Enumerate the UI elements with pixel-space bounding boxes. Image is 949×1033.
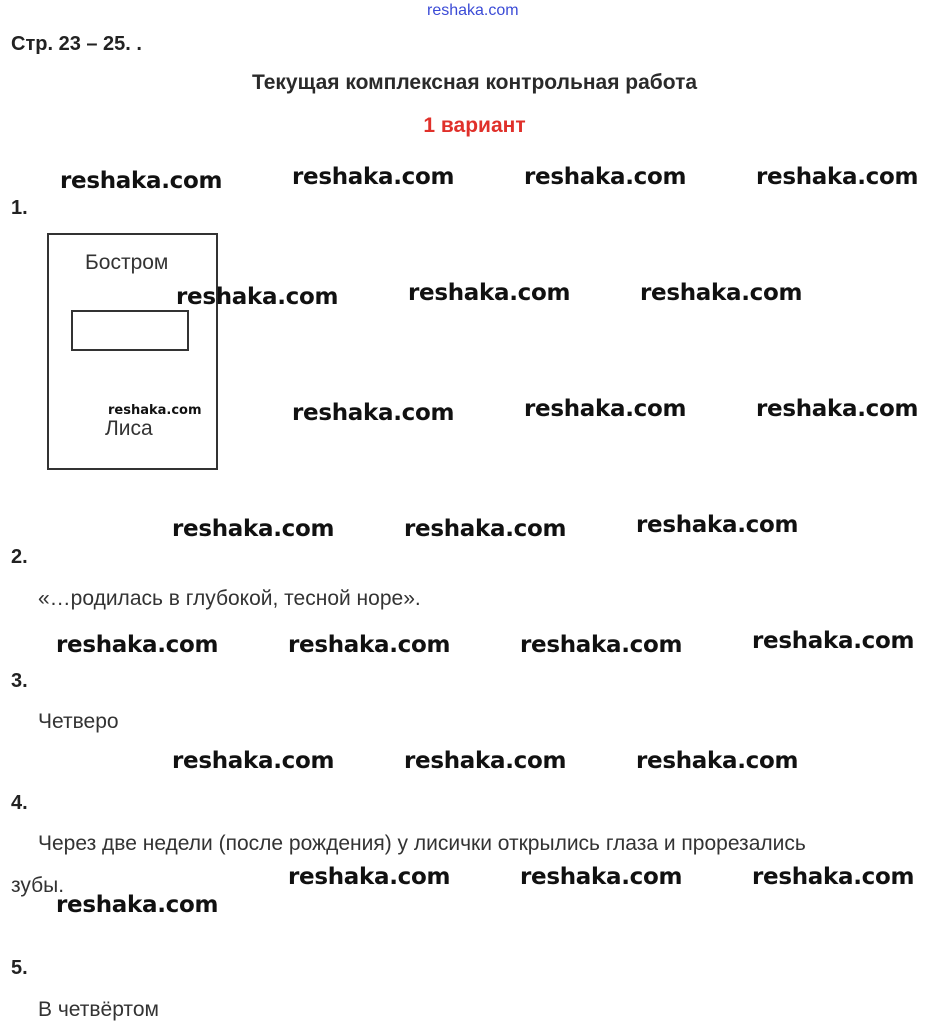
watermark: reshaka.com <box>752 628 915 654</box>
watermark: reshaka.com <box>524 164 687 190</box>
question-4-answer-line-2: зубы. <box>11 874 65 897</box>
watermark: reshaka.com <box>56 892 219 918</box>
question-4-number: 4. <box>11 792 28 814</box>
watermark: reshaka.com <box>56 632 219 658</box>
watermark: reshaka.com <box>404 516 567 542</box>
watermark: reshaka.com <box>108 403 202 418</box>
watermark: reshaka.com <box>292 400 455 426</box>
watermark: reshaka.com <box>756 396 919 422</box>
question-4-answer-line-1: Через две недели (после рождения) у лисички открылись глаза и прорезались <box>38 832 806 855</box>
book-cover-author: Бостром <box>85 251 169 274</box>
watermark: reshaka.com <box>172 748 335 774</box>
watermark: reshaka.com <box>292 164 455 190</box>
question-2-answer: «…родилась в глубокой, тесной норе». <box>38 587 421 610</box>
book-cover-empty-box <box>71 310 189 351</box>
question-2-number: 2. <box>11 546 28 568</box>
watermark: reshaka.com <box>520 632 683 658</box>
watermark: reshaka.com <box>636 748 799 774</box>
site-header-link[interactable]: reshaka.com <box>427 2 519 19</box>
question-5-answer: В четвёртом <box>38 998 159 1021</box>
watermark: reshaka.com <box>288 864 451 890</box>
watermark: reshaka.com <box>288 632 451 658</box>
book-cover-title: Лиса <box>105 417 153 440</box>
question-5-number: 5. <box>11 957 28 979</box>
watermark: reshaka.com <box>520 864 683 890</box>
question-1-number: 1. <box>11 197 28 219</box>
page-reference: Стр. 23 – 25. . <box>11 33 142 55</box>
question-3-answer: Четверо <box>38 710 119 733</box>
watermark: reshaka.com <box>408 280 571 306</box>
watermark: reshaka.com <box>640 280 803 306</box>
question-3-number: 3. <box>11 670 28 692</box>
variant-label: 1 вариант <box>423 114 526 137</box>
watermark: reshaka.com <box>636 512 799 538</box>
watermark: reshaka.com <box>756 164 919 190</box>
watermark: reshaka.com <box>524 396 687 422</box>
watermark: reshaka.com <box>404 748 567 774</box>
watermark: reshaka.com <box>60 168 223 194</box>
watermark: reshaka.com <box>172 516 335 542</box>
watermark: reshaka.com <box>176 284 339 310</box>
watermark: reshaka.com <box>752 864 915 890</box>
page-title: Текущая комплексная контрольная работа <box>251 71 698 94</box>
